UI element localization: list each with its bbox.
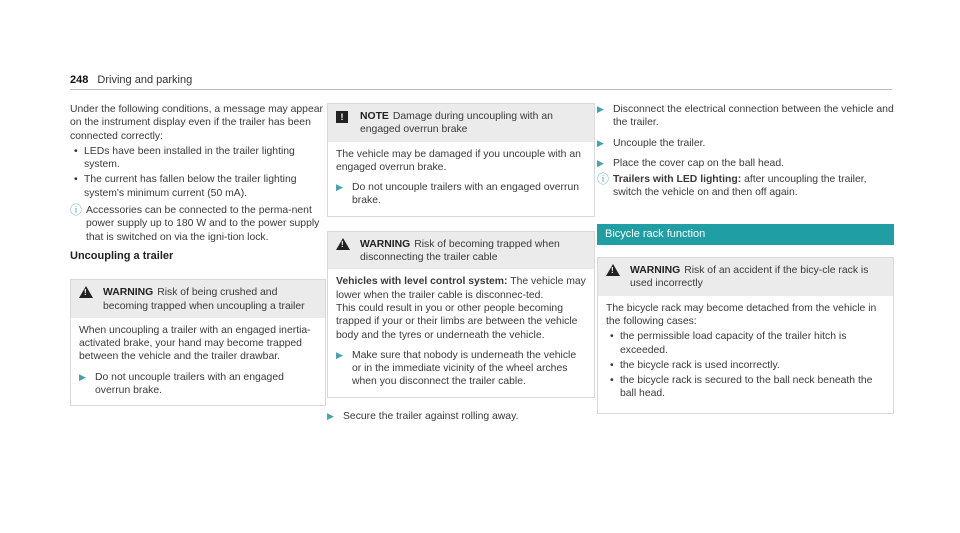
step-text: Make sure that nobody is underneath the vehicle or in the immediate vicinity of the wheel arches when you disconnect the trailer cable. (352, 349, 577, 388)
warning-text (336, 275, 586, 302)
step-item (336, 181, 586, 208)
note-label: NOTE (360, 111, 389, 122)
info-note (70, 204, 326, 244)
step-item (597, 157, 894, 170)
info-icon: ⓘ (70, 203, 83, 218)
arrow-icon: ▶ (327, 410, 334, 421)
list-item: • the bicycle rack is secured to the ball neck beneath the ball head. (606, 374, 885, 401)
warning-text: The bicycle rack may become detached from the vehicle in the following cases: (606, 302, 877, 327)
intro-paragraph: Under the following conditions, a message may appear on the instrument display even if the trailer has been connected correctly: (70, 104, 323, 142)
warning-title: Risk of an accident if the bicy-cle rack is used incorrectly (630, 265, 869, 290)
warning-triangle-icon (336, 238, 360, 265)
warning-header (71, 280, 325, 318)
section-heading-bar: Bicycle rack function (597, 224, 894, 245)
cases-list (606, 330, 885, 400)
warning-box (327, 231, 595, 398)
page-header (70, 74, 192, 87)
warning-text: When uncoupling a trailer with an engaged inertia-activated brake, your hand may become trapped between the vehicle and the trailer drawbar. (79, 324, 311, 363)
step-text: Uncouple the trailer. (613, 137, 706, 149)
column-middle (327, 103, 595, 423)
arrow-icon: ▶ (336, 349, 343, 360)
warning-label: WARNING (360, 238, 411, 250)
step-item (79, 371, 317, 398)
warning-subhead: Vehicles with level control system: (336, 276, 508, 288)
list-item: • the permissible load capacity of the trailer hitch is exceeded. (606, 330, 885, 357)
warning-text: This could result in you or other people becoming trapped if your or their limbs are between the vehicle body and the tyres or underneath the vehicle. (336, 302, 578, 341)
note-title: Damage during uncoupling with an engaged overrun brake (360, 111, 553, 136)
note-exclamation-icon: ! (336, 110, 360, 137)
column-right (597, 103, 894, 414)
step-text: Place the cover cap on the ball head. (613, 157, 784, 169)
list-item: • the bicycle rack is used incorrectly. (606, 359, 885, 372)
arrow-icon: ▶ (79, 371, 86, 382)
page-number: 248 (70, 74, 89, 86)
warning-text-part: The vehicle may lower when the trailer cable is disconnec-ted. (336, 276, 586, 301)
warning-title: Risk of being crushed and becoming trapped when uncoupling a trailer (103, 287, 305, 312)
arrow-icon: ▶ (336, 182, 343, 193)
note-text: The vehicle may be damaged if you uncouple with an engaged overrun brake. (336, 148, 581, 173)
warning-box (597, 257, 894, 414)
column-left (70, 103, 326, 406)
warning-title: Risk of becoming trapped when disconnecting the trailer cable (360, 238, 560, 264)
step-item (327, 410, 595, 423)
step-text: Disconnect the electrical connection between the vehicle and the trailer. (613, 104, 894, 129)
warning-body (71, 318, 325, 405)
note-header (328, 104, 594, 142)
note-box (327, 103, 595, 217)
header-divider (70, 89, 892, 90)
step-text: Secure the trailer against rolling away. (343, 410, 519, 422)
info-icon: ⓘ (597, 172, 610, 187)
uncoupling-heading: Uncoupling a trailer (70, 249, 174, 262)
warning-body (328, 269, 594, 396)
warning-body (598, 296, 893, 413)
info-text: after uncoupling the trailer, switch the vehicle on and then off again. (613, 174, 867, 199)
step-text: Do not uncouple trailers with an engaged overrun brake. (95, 371, 284, 397)
warning-triangle-icon (606, 264, 630, 291)
arrow-icon: ▶ (597, 104, 604, 114)
info-bold: Trailers with LED lighting: (613, 174, 742, 186)
step-text: Do not uncouple trailers with an engaged overrun brake. (352, 182, 580, 207)
conditions-list (70, 145, 326, 200)
step-item (597, 103, 894, 130)
list-item: • LEDs have been installed in the trailer lighting system. (70, 145, 326, 172)
warning-triangle-icon (79, 286, 103, 313)
step-item (597, 137, 894, 150)
info-text: Accessories can be connected to the perma-nent power supply up to 180 W and to the power supply that is switched on via the igni-tion lock. (86, 205, 320, 243)
step-item (336, 349, 586, 389)
list-item: • The current has fallen below the trailer lighting system's minimum current (50 mA). (70, 173, 326, 200)
warning-box (70, 279, 326, 406)
note-body (328, 142, 594, 216)
arrow-icon: ▶ (597, 157, 604, 168)
section-title: Driving and parking (97, 74, 193, 86)
warning-header (598, 258, 893, 296)
info-note (597, 173, 894, 200)
warning-label: WARNING (103, 287, 154, 299)
warning-header (328, 232, 594, 270)
warning-label: WARNING (630, 265, 681, 277)
arrow-icon: ▶ (597, 137, 604, 148)
